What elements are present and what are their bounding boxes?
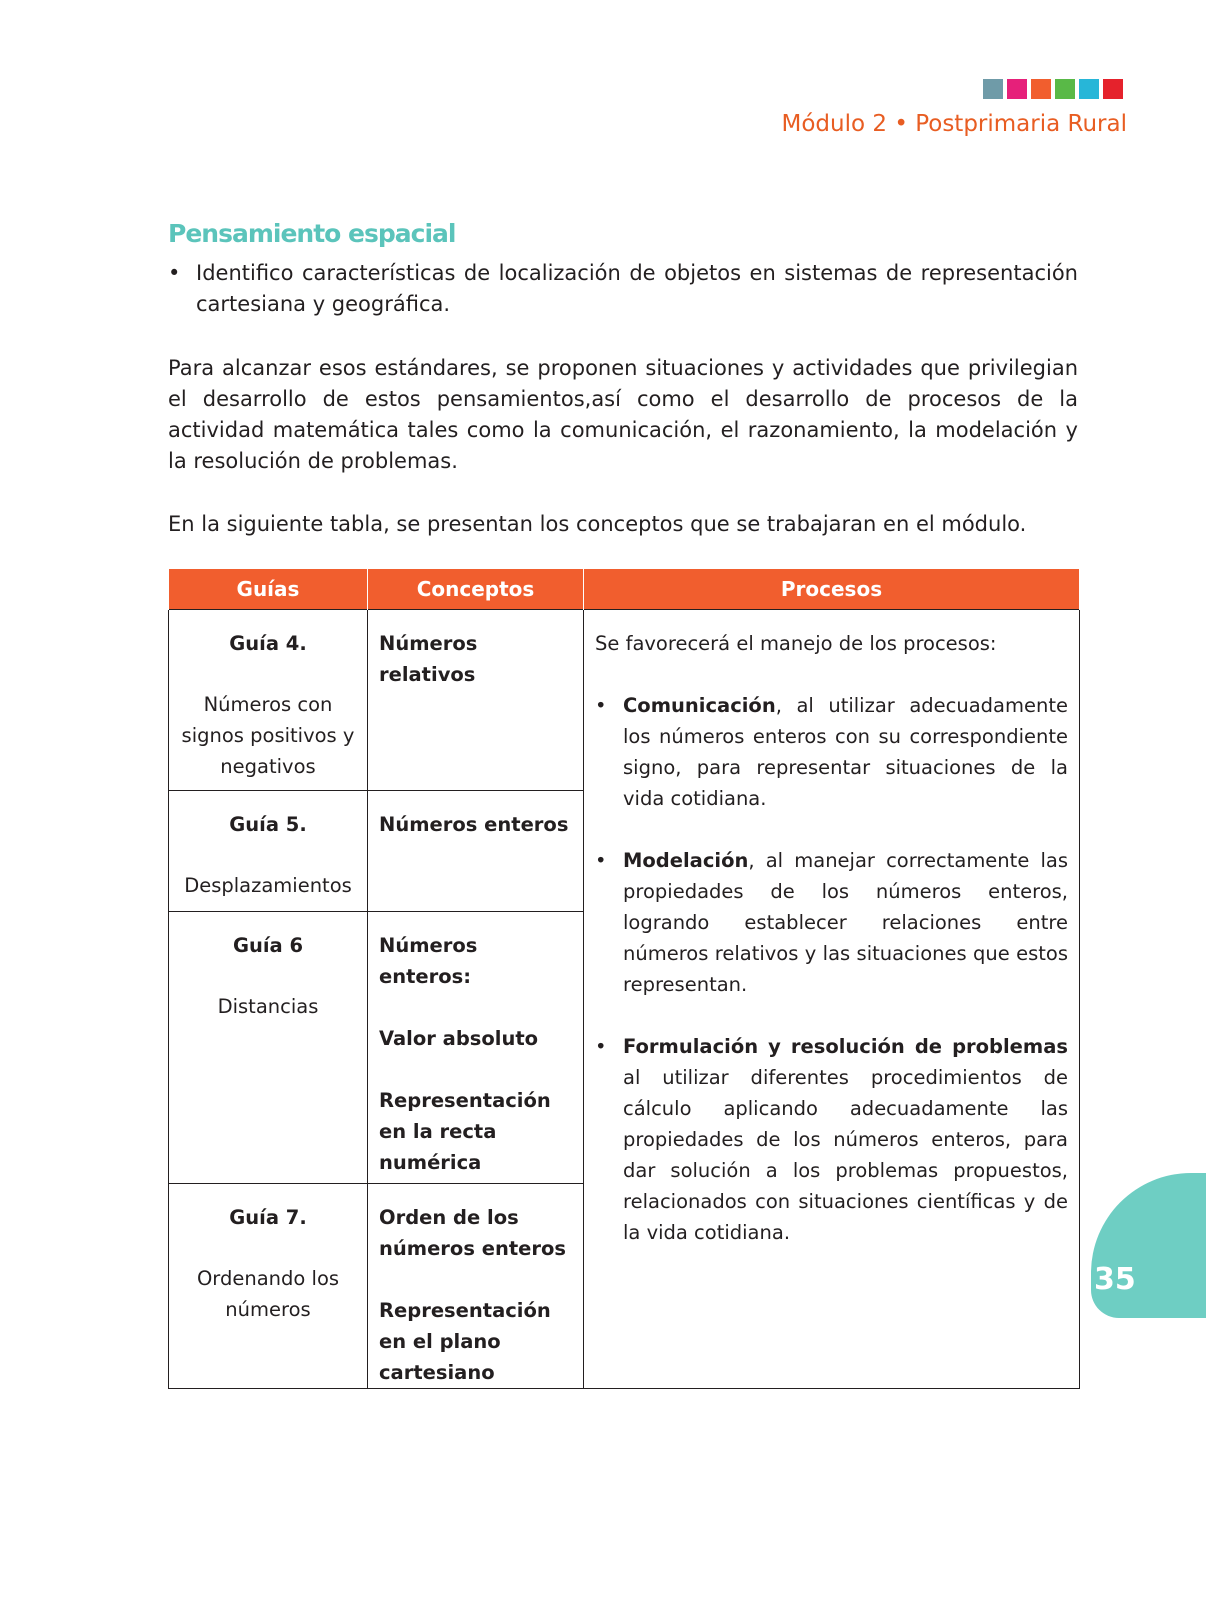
header-conceptos: Conceptos (368, 569, 584, 610)
swatch-green (1055, 79, 1075, 99)
concept-item: Números enteros (379, 813, 569, 836)
concept-item: Representación en la recta numérica (379, 1089, 551, 1174)
bullet-text: Identifico características de localización de objetos en sistemas de representación cartesiana y geográfica. (196, 261, 1078, 316)
concept-item: Números relativos (379, 632, 478, 686)
table-header-row (169, 569, 1080, 610)
concept-cell (368, 1184, 584, 1389)
section-title: Pensamiento espacial (168, 219, 456, 248)
paragraph-intro: Para alcanzar esos estándares, se proponen situaciones y actividades que privilegian el desarrollo de estos pensamientos,así como el desarrollo de procesos de la actividad matemática tales como la comunicación, el razonamiento, la modelación y la resolución de problemas. (168, 356, 1078, 473)
standard-bullet (168, 258, 1078, 320)
procesos-cell (584, 610, 1080, 1389)
guia-cell (169, 912, 368, 1184)
proceso-item (595, 845, 1068, 1000)
guia-subtitle: Desplazamientos (184, 874, 352, 897)
concept-cell (368, 791, 584, 912)
swatch-magenta (1007, 79, 1027, 99)
bullet-icon: • (168, 261, 181, 285)
swatch-blue-gray (983, 79, 1003, 99)
page-number: 35 (1094, 1262, 1136, 1297)
guia-subtitle: Ordenando los números (196, 1267, 340, 1321)
proceso-name: Comunicación (623, 694, 776, 717)
proceso-item (595, 1031, 1068, 1248)
concept-cell (368, 610, 584, 791)
concept-item: Representación en el plano cartesiano (379, 1299, 551, 1384)
header-guias: Guías (169, 569, 368, 610)
color-swatch-strip (983, 79, 1123, 99)
swatch-orange (1031, 79, 1051, 99)
paragraph-table-intro: En la siguiente tabla, se presentan los conceptos que se trabajaran en el módulo. (168, 512, 1027, 536)
concept-item: Valor absoluto (379, 1027, 539, 1050)
swatch-red (1103, 79, 1123, 99)
header-procesos: Procesos (584, 569, 1080, 610)
concepts-table (168, 569, 1080, 1389)
proceso-description: al utilizar diferentes procedimientos de cálculo aplicando adecuadamente las propiedades de los números enteros, para dar solución a los problemas propuestos, relacionados con situaciones científicas y de la vida cotidiana. (623, 1066, 1068, 1244)
concept-item: Orden de los números enteros (379, 1206, 566, 1260)
guia-title: Guía 7. (229, 1206, 307, 1229)
bullet-icon: • (595, 694, 607, 717)
swatch-cyan (1079, 79, 1099, 99)
guia-cell (169, 610, 368, 791)
concept-cell (368, 912, 584, 1184)
table-row (169, 610, 1080, 791)
concept-item: Números enteros: (379, 934, 478, 988)
module-header: Módulo 2 • Postprimaria Rural (781, 111, 1127, 137)
proceso-description: , al manejar correctamente las propiedades de los números enteros, logrando establecer relaciones entre números relativos y las situaciones que estos representan. (623, 849, 1068, 996)
proceso-description: , al utilizar adecuadamente los números enteros con su correspondiente signo, para representar situaciones de la vida cotidiana. (623, 694, 1068, 810)
proceso-item (595, 690, 1068, 814)
guia-title: Guía 5. (229, 813, 307, 836)
guia-title: Guía 4. (229, 632, 307, 655)
guia-title: Guía 6 (232, 934, 304, 957)
guia-subtitle: Distancias (217, 995, 319, 1018)
procesos-intro: Se favorecerá el manejo de los procesos: (595, 632, 997, 655)
bullet-icon: • (595, 1035, 607, 1058)
guia-subtitle: Números con signos positivos y negativos (181, 693, 355, 778)
proceso-name: Modelación (623, 849, 749, 872)
bullet-icon: • (595, 849, 607, 872)
guia-cell (169, 1184, 368, 1389)
guia-cell (169, 791, 368, 912)
proceso-name: Formulación y resolución de problemas (623, 1035, 1068, 1058)
